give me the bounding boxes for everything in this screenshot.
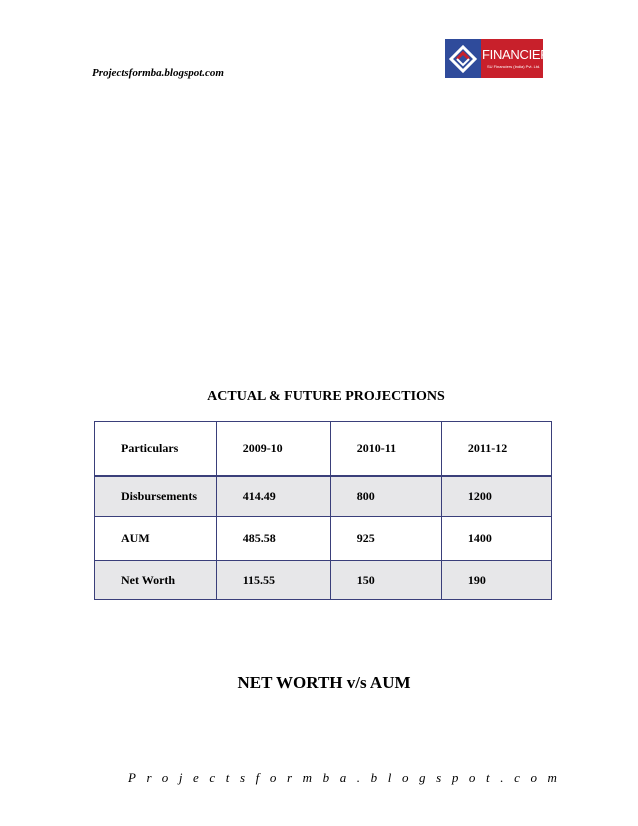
table-row (95, 476, 552, 517)
table-cell: Disbursements (95, 476, 217, 517)
table-cell: AUM (95, 517, 217, 561)
table-cell: 485.58 (216, 517, 330, 561)
table-cell: Net Worth (95, 561, 217, 600)
section-title: ACTUAL & FUTURE PROJECTIONS (207, 389, 445, 404)
table-cell: 925 (330, 517, 441, 561)
table-cell: 1400 (441, 517, 551, 561)
table-cell: 800 (330, 476, 441, 517)
table-header-cell: 2010-11 (330, 422, 441, 477)
table-row (95, 561, 552, 600)
table-header-cell: 2011-12 (441, 422, 551, 477)
table-header-row (95, 422, 552, 477)
table-cell: 115.55 (216, 561, 330, 600)
table-row (95, 517, 552, 561)
footer-site-text: Projectsformba.blogspot.com (128, 770, 568, 785)
table-cell: 414.49 (216, 476, 330, 517)
table-cell: 190 (441, 561, 551, 600)
financiers-logo (445, 39, 556, 78)
table-cell: 1200 (441, 476, 551, 517)
logo-mark-icon (445, 39, 481, 78)
table-header-cell: 2009-10 (216, 422, 330, 477)
table-header-cell: Particulars (95, 422, 217, 477)
header-site-text: Projectsformba.blogspot.com (92, 67, 224, 79)
logo-subtitle: SU Financiers (India) Pvt. Ltd. (487, 64, 541, 69)
table-cell: 150 (330, 561, 441, 600)
logo-name: FINANCIERs (482, 47, 556, 62)
projections-table (94, 421, 552, 600)
chart-section-title: NET WORTH v/s AUM (237, 673, 411, 692)
